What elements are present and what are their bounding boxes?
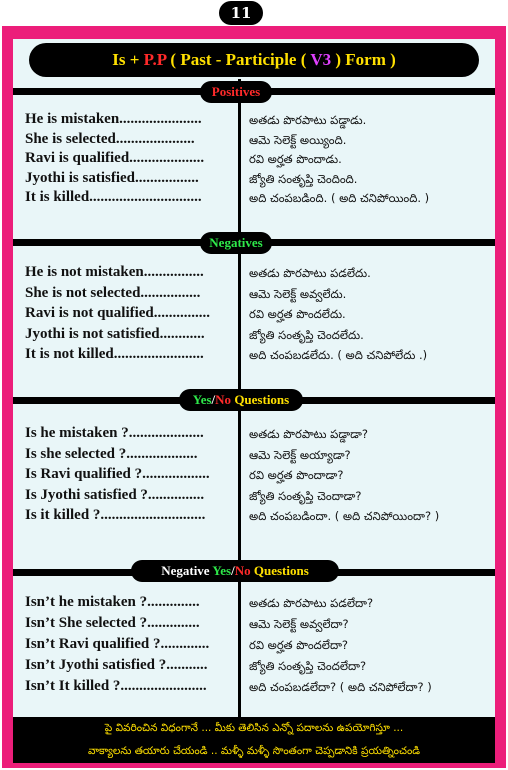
english-sentence: Ravi is not qualified............... [25,305,211,321]
telugu-translation: ఆమె సెలెక్ట్ అయ్యింది. [249,132,347,147]
content-panel [13,39,495,717]
telugu-translation: అతడు పొరపాటు పడలేదా? [249,596,374,610]
label-negative: Negative [161,563,213,578]
telugu-translation: జ్యోతి సంతృప్తి చెందలేదు. [249,327,364,342]
page-title [29,43,479,77]
label-no: No [234,563,251,578]
telugu-translation: రవి అర్హత పొందలేదు. [249,307,346,321]
english-sentence: Is Jyothi satisfied ?............... [25,486,205,503]
label-yes: Yes [212,563,232,578]
english-sentence: Is Ravi qualified ?.................. [25,466,210,482]
telugu-translation: అది చంపబడలేదా? ( అది చనిపోలేదా? ) [249,680,432,694]
telugu-translation: అతడు పొరపాటు పడలేదు. [249,266,371,280]
section-label-yes-no [179,389,303,411]
telugu-translation: రవి అర్హత పొందాడా? [249,468,344,482]
telugu-translation: ఆమె సెలెక్ట్ అయ్యాడా? [249,447,351,462]
telugu-translation: జ్యోతి సంతృప్తి చెందింది. [249,171,358,186]
telugu-translation: అది చంపబడింది. ( అది చనిపోయింది. ) [249,191,430,205]
section-label-negatives: Negatives [200,232,272,254]
english-sentence: Is it killed ?............................ [25,507,206,523]
telugu-translation: జ్యోతి సంతృప్తి చెందలేదా? [249,659,367,673]
english-sentence: He is mistaken...................... [25,111,202,127]
telugu-translation: అది చంపబడిందా. ( అది చనిపోయిందా? ) [249,509,440,523]
label-questions: Questions [250,563,309,578]
title-paren-open: ( Past - Participle ( [170,50,307,69]
label-no: No [215,392,232,407]
english-sentence: It is not killed........................ [25,346,204,362]
telugu-translation: ఆమె సెలెక్ట్ అవ్వలేదా? [249,617,349,631]
english-sentence: Jyothi is not satisfied............ [25,325,205,342]
telugu-translation: రవి అర్హత పొందాడు. [249,152,342,166]
english-sentence: Isn’t It killed ?....................... [25,678,207,694]
telugu-translation: జ్యోతి సంతృప్తి చెందాడా? [249,488,362,503]
english-sentence: She is not selected................ [25,284,201,301]
section-label-negative-yes-no [131,560,339,582]
footer-line: వాక్యాలను తయారు చేయండి .. మళ్ళీ మళ్ళీ సొంతంగా చెప్పడానికి ప్రయత్నించండి [87,745,421,757]
title-paren-close: ) Form ) [335,50,396,69]
title-pp: P.P [143,50,167,69]
english-sentence: He is not mistaken................ [25,264,204,280]
telugu-translation: అతడు పొరపాటు పడ్డాడా? [249,427,368,441]
english-sentence: Isn’t he mistaken ?.............. [25,594,200,610]
title-v3: V3 [310,50,332,69]
footer-line: పై వివరించిన విధంగానే ... మీకు తెలిసిన ఎన్నో పదాలను ఉపయోగిస్తూ ... [104,722,404,734]
english-sentence: Ravi is qualified.................... [25,150,205,166]
label-slash: / [211,392,216,407]
english-sentence: Jyothi is satisfied................. [25,169,199,186]
label-questions: Questions [231,392,290,407]
label-slash: / [231,563,235,578]
english-sentence: It is killed.............................. [25,189,202,205]
english-sentence: Is she selected ?................... [25,445,198,462]
telugu-translation: ఆమె సెలెక్ట్ అవ్వలేదు. [249,286,347,301]
title-plus: + [129,50,140,69]
footer-note [13,717,495,763]
page-frame [2,26,506,768]
label-yes: Yes [192,392,212,407]
telugu-translation: అది చంపబడలేదు. ( అది చనిపోలేదు .) [249,348,428,362]
english-sentence: Is he mistaken ?.................... [25,425,204,441]
english-sentence: She is selected..................... [25,130,195,147]
title-is: Is [112,50,126,69]
telugu-translation: రవి అర్హత పొందలేదా? [249,638,349,652]
english-sentence: Isn’t She selected ?.............. [25,615,200,631]
english-sentence: Isn’t Jyothi satisfied ?........... [25,657,208,673]
section-label-positives: Positives [200,81,272,103]
english-sentence: Isn’t Ravi qualified ?............. [25,636,210,652]
page-number-badge: 11 [219,1,263,25]
telugu-translation: అతడు పొరపాటు పడ్డాడు. [249,113,367,127]
